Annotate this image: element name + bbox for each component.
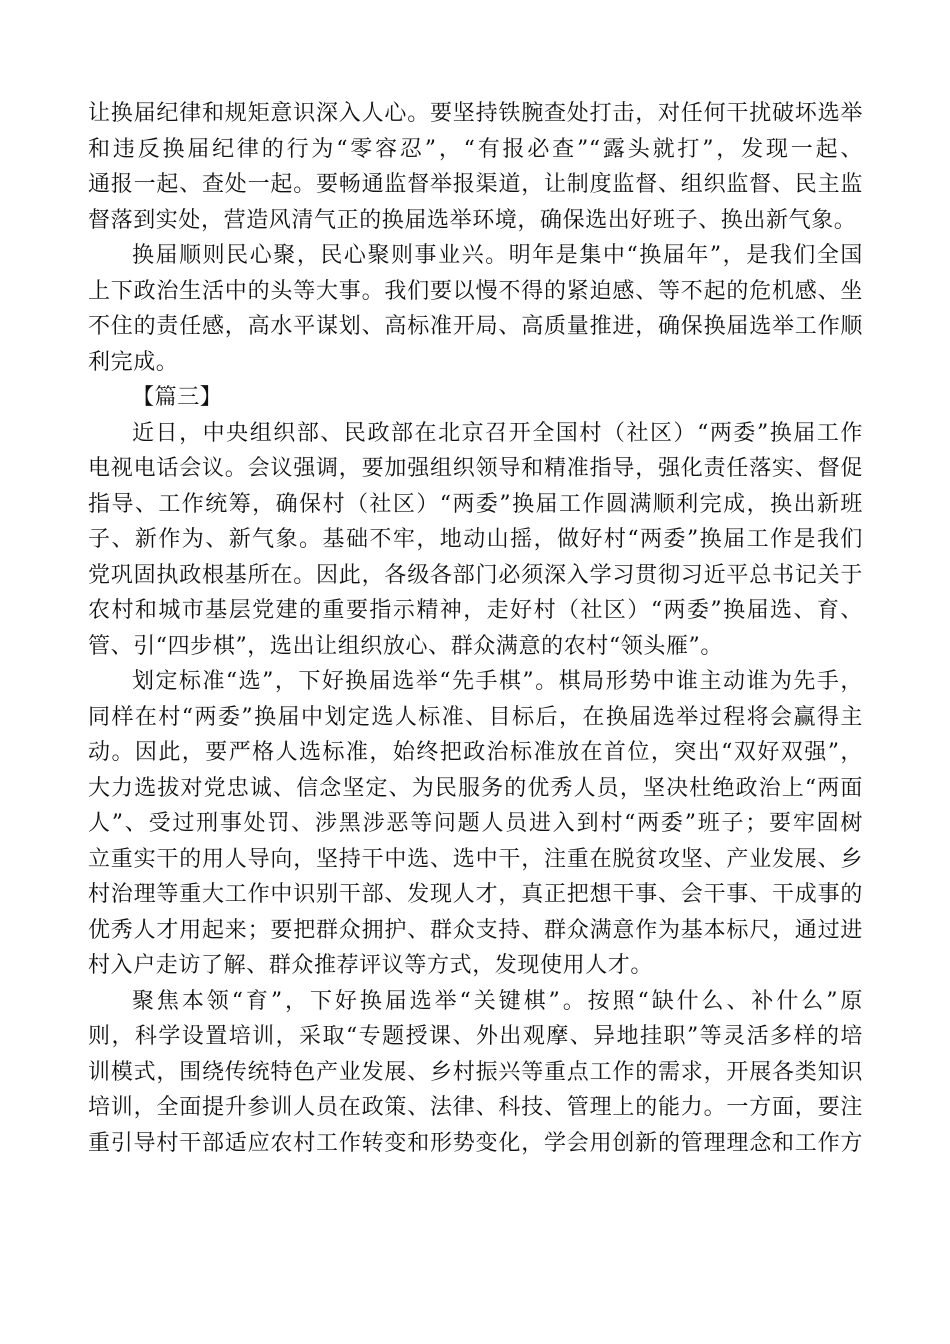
text-line: 管、引“四步棋”，选出让组织放心、群众满意的农村“领头雁”。 (88, 633, 723, 659)
document-body (88, 96, 863, 1161)
paragraph (88, 416, 863, 665)
paragraph (88, 664, 863, 984)
text-line: 通报一起、查处一起。要畅通监督举报渠道，让制度监督、组织监督、民主监 (88, 172, 863, 197)
text-line: 动。因此，要严格人选标准，始终把政治标准放在首位，突出“双好双强”， (88, 740, 863, 765)
text-line: 培训，全面提升参训人员在政策、法律、科技、管理上的能力。一方面，要注 (88, 1095, 863, 1120)
paragraph (88, 238, 863, 380)
text-line: 农村和城市基层党建的重要指示精神，走好村（社区）“两委”换届选、育、 (88, 598, 863, 623)
text-line: 换届顺则民心聚，民心聚则事业兴。明年是集中“换届年”，是我们全国 (132, 243, 863, 268)
text-line: 村入户走访了解、群众推荐评议等方式，发现使用人才。 (88, 953, 654, 978)
text-line: 电视电话会议。会议强调，要加强组织领导和精准指导，强化责任落实、督促 (88, 456, 863, 481)
text-line: 划定标准“选”，下好换届选举“先手棋”。棋局形势中谁主动谁为先手， (132, 669, 863, 694)
text-line: 和违反换届纪律的行为“零容忍”，“有报必查”“露头就打”，发现一起、 (88, 136, 863, 162)
text-line: 不住的责任感，高水平谋划、高标准开局、高质量推进，确保换届选举工作顺 (88, 314, 863, 339)
text-line: 利完成。 (88, 349, 179, 375)
text-line: 子、新作为、新气象。基础不牢，地动山摇，做好村“两委”换届工作是我们 (88, 527, 863, 552)
text-line: 近日，中央组织部、民政部在北京召开全国村（社区）“两委”换届工作 (132, 420, 863, 446)
text-line: 立重实干的用人导向，坚持干中选、选中干，注重在脱贫攻坚、产业发展、乡 (88, 846, 863, 872)
text-line: 党巩固执政根基所在。因此，各级各部门必须深入学习贯彻习近平总书记关于 (88, 562, 863, 588)
paragraph (88, 984, 863, 1162)
text-line: 训模式，围绕传统特色产业发展、乡村振兴等重点工作的需求，开展各类知识 (88, 1059, 863, 1085)
text-line: 聚焦本领“育”，下好换届选举“关键棋”。按照“缺什么、补什么”原 (132, 988, 863, 1014)
text-line: 则，科学设置培训，采取“专题授课、外出观摩、异地挂职”等灵活多样的培 (88, 1024, 863, 1049)
text-line: 同样在村“两委”换届中划定选人标准、目标后，在换届选举过程将会赢得主 (88, 704, 863, 730)
paragraph (88, 96, 863, 238)
text-line: 督落到实处，营造风清气正的换届选举环境，确保选出好班子、换出新气象。 (88, 207, 857, 233)
text-line: 指导、工作统筹，确保村（社区）“两委”换届工作圆满顺利完成，换出新班 (88, 491, 863, 517)
section-heading: 【篇三】 (132, 385, 223, 410)
text-line: 重引导村干部适应农村工作转变和形势变化，学会用创新的管理理念和工作方 (88, 1130, 863, 1156)
text-line: 人”、受过刑事处罚、涉黑涉恶等问题人员进入到村“两委”班子；要牢固树 (88, 811, 863, 836)
text-line: 大力选拔对党忠诚、信念坚定、为民服务的优秀人员，坚决杜绝政治上“两面 (88, 775, 863, 801)
text-line: 优秀人才用起来；要把群众拥护、群众支持、群众满意作为基本标尺，通过进 (88, 917, 863, 943)
text-line: 上下政治生活中的头等大事。我们要以慢不得的紧迫感、等不起的危机感、坐 (88, 278, 863, 304)
text-line: 让换届纪律和规矩意识深入人心。要坚持铁腕查处打击，对任何干扰破坏选举 (88, 101, 863, 126)
text-line: 村治理等重大工作中识别干部、发现人才，真正把想干事、会干事、干成事的 (88, 882, 863, 907)
